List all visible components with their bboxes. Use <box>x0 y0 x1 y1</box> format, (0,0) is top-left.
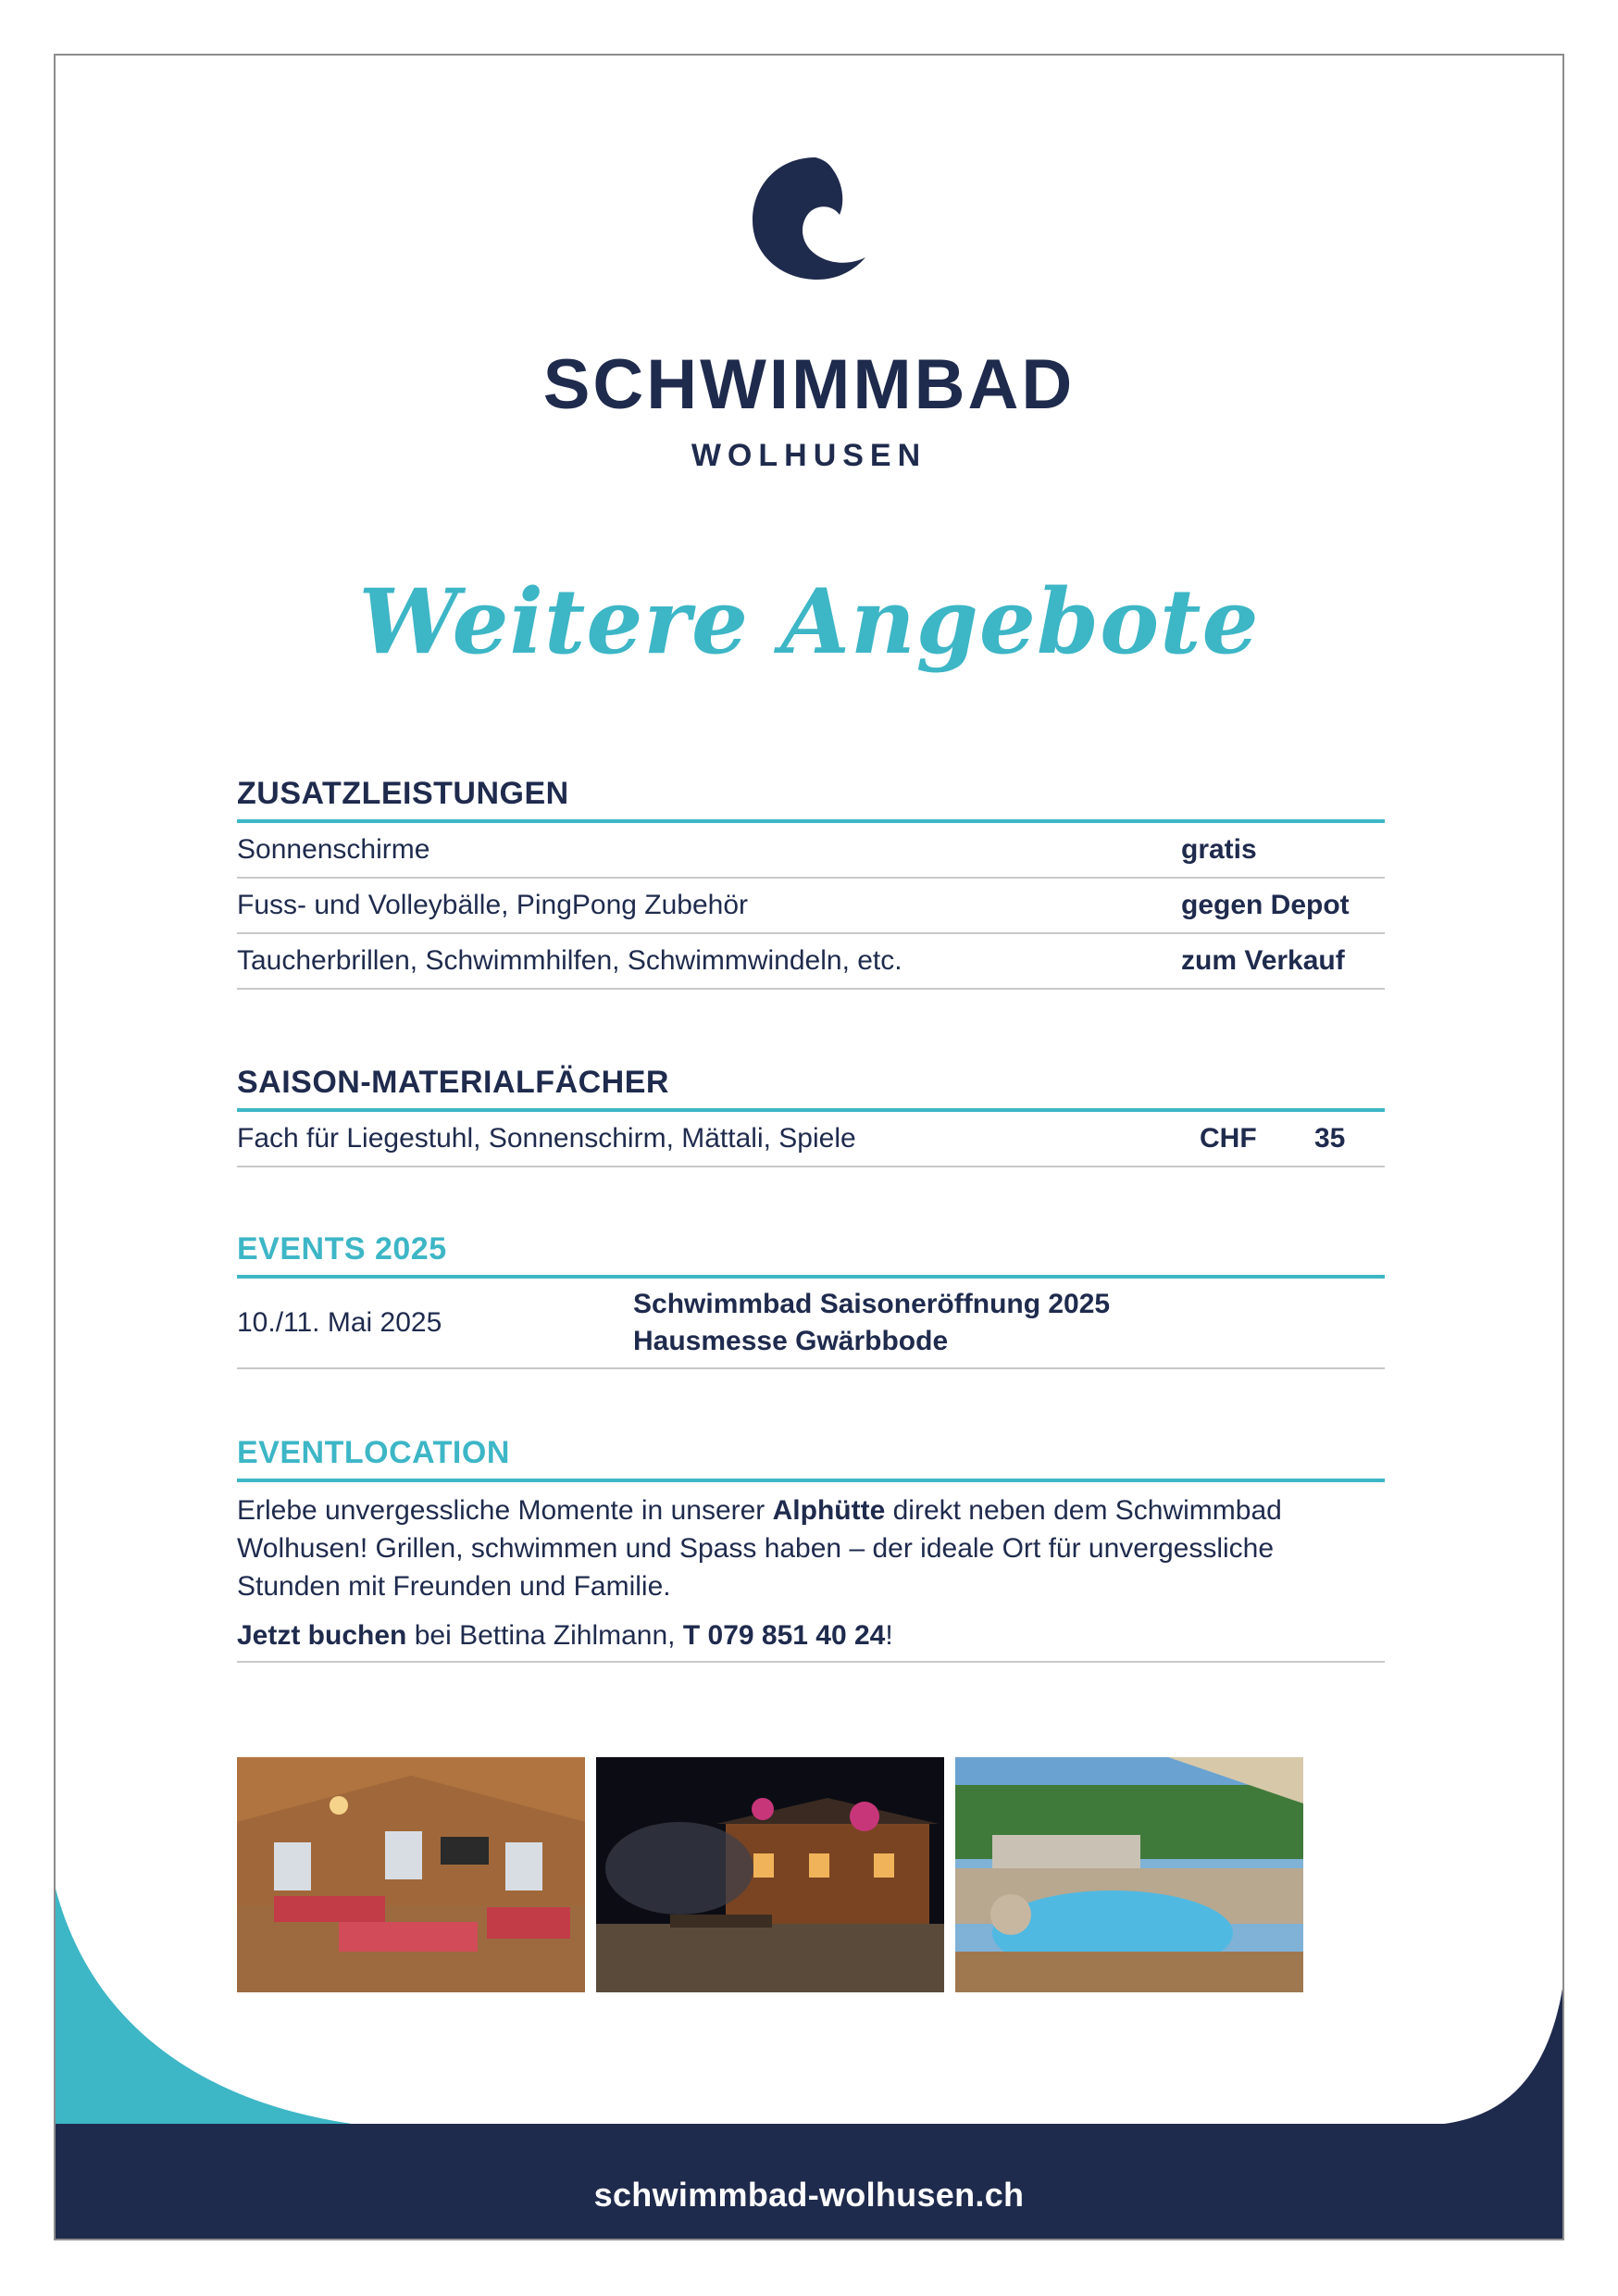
row-label: Fach für Liegestuhl, Sonnenschirm, Mättali, Spiele <box>237 1123 856 1154</box>
brand-name: SCHWIMMBAD <box>542 345 1076 424</box>
event-row <box>237 1279 1385 1369</box>
brand-location: WOLHUSEN <box>691 438 927 473</box>
page-frame <box>54 54 1564 2240</box>
table-row <box>237 1112 1385 1167</box>
event-name-2: Hausmesse Gwärbbode <box>633 1326 949 1356</box>
page-headline: Weitere Angebote <box>358 569 1260 674</box>
eventlocation-text <box>237 1491 1385 1605</box>
section-eventlocation <box>237 1435 1385 1663</box>
row-label: Sonnenschirme <box>237 834 430 865</box>
row-amount: 35 <box>1314 1123 1346 1154</box>
event-names <box>633 1286 1110 1360</box>
section-events <box>237 1231 1385 1369</box>
section-title: EVENTS 2025 <box>237 1231 1385 1279</box>
brand-logo <box>56 156 1562 281</box>
table-row <box>237 823 1385 879</box>
row-value: gegen Depot <box>1181 890 1350 920</box>
table-row <box>237 934 1385 990</box>
photo-hut-interior <box>237 1757 585 1992</box>
section-title: ZUSATZLEISTUNGEN <box>237 776 1385 823</box>
booking-contact: bei Bettina Zihlmann, <box>406 1620 683 1651</box>
section-zusatzleistungen <box>237 776 1385 990</box>
section-title: EVENTLOCATION <box>237 1435 1385 1482</box>
booking-end: ! <box>885 1620 893 1651</box>
photo-pool-terrace <box>955 1757 1303 1992</box>
row-value: gratis <box>1181 834 1257 865</box>
row-value: zum Verkauf <box>1181 945 1345 976</box>
text-bold: Alphütte <box>772 1495 886 1526</box>
section-title: SAISON-MATERIALFÄCHER <box>237 1065 1385 1112</box>
section-materialfaecher <box>237 1065 1385 1167</box>
table-row <box>237 879 1385 934</box>
booking-cta: Jetzt buchen <box>237 1620 407 1651</box>
booking-line <box>237 1620 1385 1663</box>
footer-url[interactable]: schwimmbad-wolhusen.ch <box>593 2176 1025 2214</box>
event-name-1: Schwimmbad Saisoneröffnung 2025 <box>633 1289 1111 1319</box>
row-label: Taucherbrillen, Schwimmhilfen, Schwimmwindeln, etc. <box>237 945 902 976</box>
text-part: direkt neben dem Schwimmbad Wolhusen! Grillen, schwimmen und Spass haben – der ideale Ort für unvergessliche Stunden mit Freunden und Familie. <box>237 1495 1282 1602</box>
photo-hut-night <box>596 1757 944 1992</box>
row-label: Fuss- und Volleybälle, PingPong Zubehör <box>237 890 749 920</box>
event-date: 10./11. Mai 2025 <box>237 1307 442 1338</box>
booking-phone[interactable]: T 079 851 40 24 <box>682 1620 886 1651</box>
row-currency: CHF <box>1200 1123 1257 1154</box>
wave-icon <box>749 156 869 281</box>
text-part: Erlebe unvergessliche Momente in unserer <box>237 1495 773 1526</box>
